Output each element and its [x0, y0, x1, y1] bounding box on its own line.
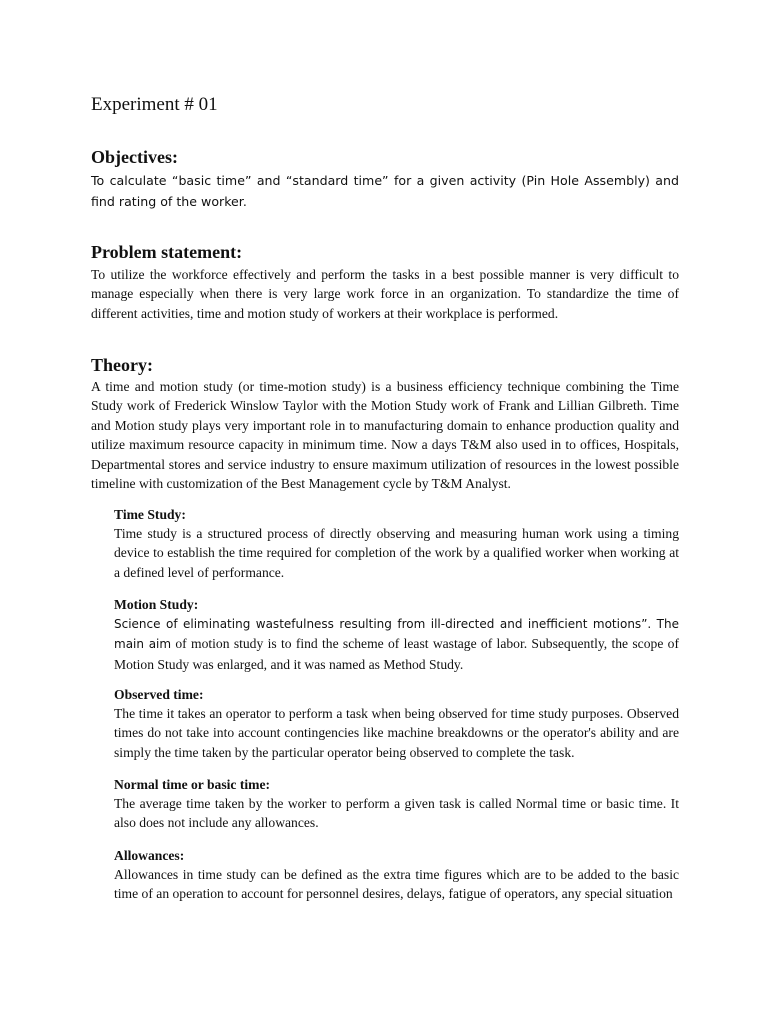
motion-study-text-part-2: ”. The main aim — [114, 617, 679, 652]
allowances-heading: Allowances: — [114, 848, 185, 863]
theory-heading: Theory: — [91, 355, 153, 375]
problem-statement-text: To utilize the workforce effectively and perform the tasks in a best possible manner is very difficult to manage especially when there is very large work force in an organization. To standardize the time of different activities, time and motion study of workers at their workplace is performed. — [91, 267, 679, 321]
motion-study-section — [114, 595, 679, 674]
allowances-text: Allowances in time study can be defined as the extra time figures which are to be added to the basic time of an operation to account for personnel desires, delays, fatigue of operators, any special situation — [114, 867, 679, 902]
objectives-text: To calculate “basic time” and “standard time” for a given activity (Pin Hole Assembly) and find rating of the worker. — [91, 173, 679, 209]
motion-study-text-part-1: Science of eliminating wastefulness resulting from ill-directed and inefficient motions — [114, 617, 642, 631]
allowances-section — [114, 846, 679, 904]
observed-time-section — [114, 685, 679, 762]
motion-study-text — [114, 614, 679, 674]
time-study-text: Time study is a structured process of directly observing and measuring human work using a timing device to establish the time required for completion of the work by a qualified worker when working at a defined level of performance. — [114, 526, 679, 580]
time-study-section — [114, 505, 679, 582]
document-title: Experiment # 01 — [91, 94, 218, 115]
normal-time-text: The average time taken by the worker to perform a given task is called Normal time or basic time. It also does not include any allowances. — [114, 796, 679, 831]
motion-study-text-part-3: of motion study is to find the scheme of least wastage of labor. Subsequently, the scope of Motion Study was enlarged, and it was named as Method Study. — [114, 636, 679, 672]
problem-statement-heading: Problem statement: — [91, 242, 243, 262]
motion-study-heading: Motion Study: — [114, 597, 199, 612]
observed-time-heading: Observed time: — [114, 687, 204, 702]
normal-time-heading: Normal time or basic time: — [114, 777, 271, 792]
theory-text: A time and motion study (or time-motion study) is a business efficiency technique combining the Time Study work of Frederick Winslow Taylor with the Motion Study work of Frank and Lillian Gilbreth. Time and Motion study plays very important role in to manufacturing domain to enhance production quality and utilize maximum resource capacity in minimum time. Now a days T&M also used in to offices, Hospitals, Departmental stores and service industry to ensure maximum utilization of resources in the lowest possible timeline with customization of the Best Management cycle by T&M Analyst. — [91, 379, 679, 492]
observed-time-text: The time it takes an operator to perform a task when being observed for time study purposes. Observed times do not take into account contingencies like machine breakdowns or the operator's ability and are simply the time taken by the particular operator being observed to complete the task. — [114, 706, 679, 760]
normal-time-section — [114, 775, 679, 833]
objectives-heading: Objectives: — [91, 147, 178, 167]
time-study-heading: Time Study: — [114, 507, 186, 522]
